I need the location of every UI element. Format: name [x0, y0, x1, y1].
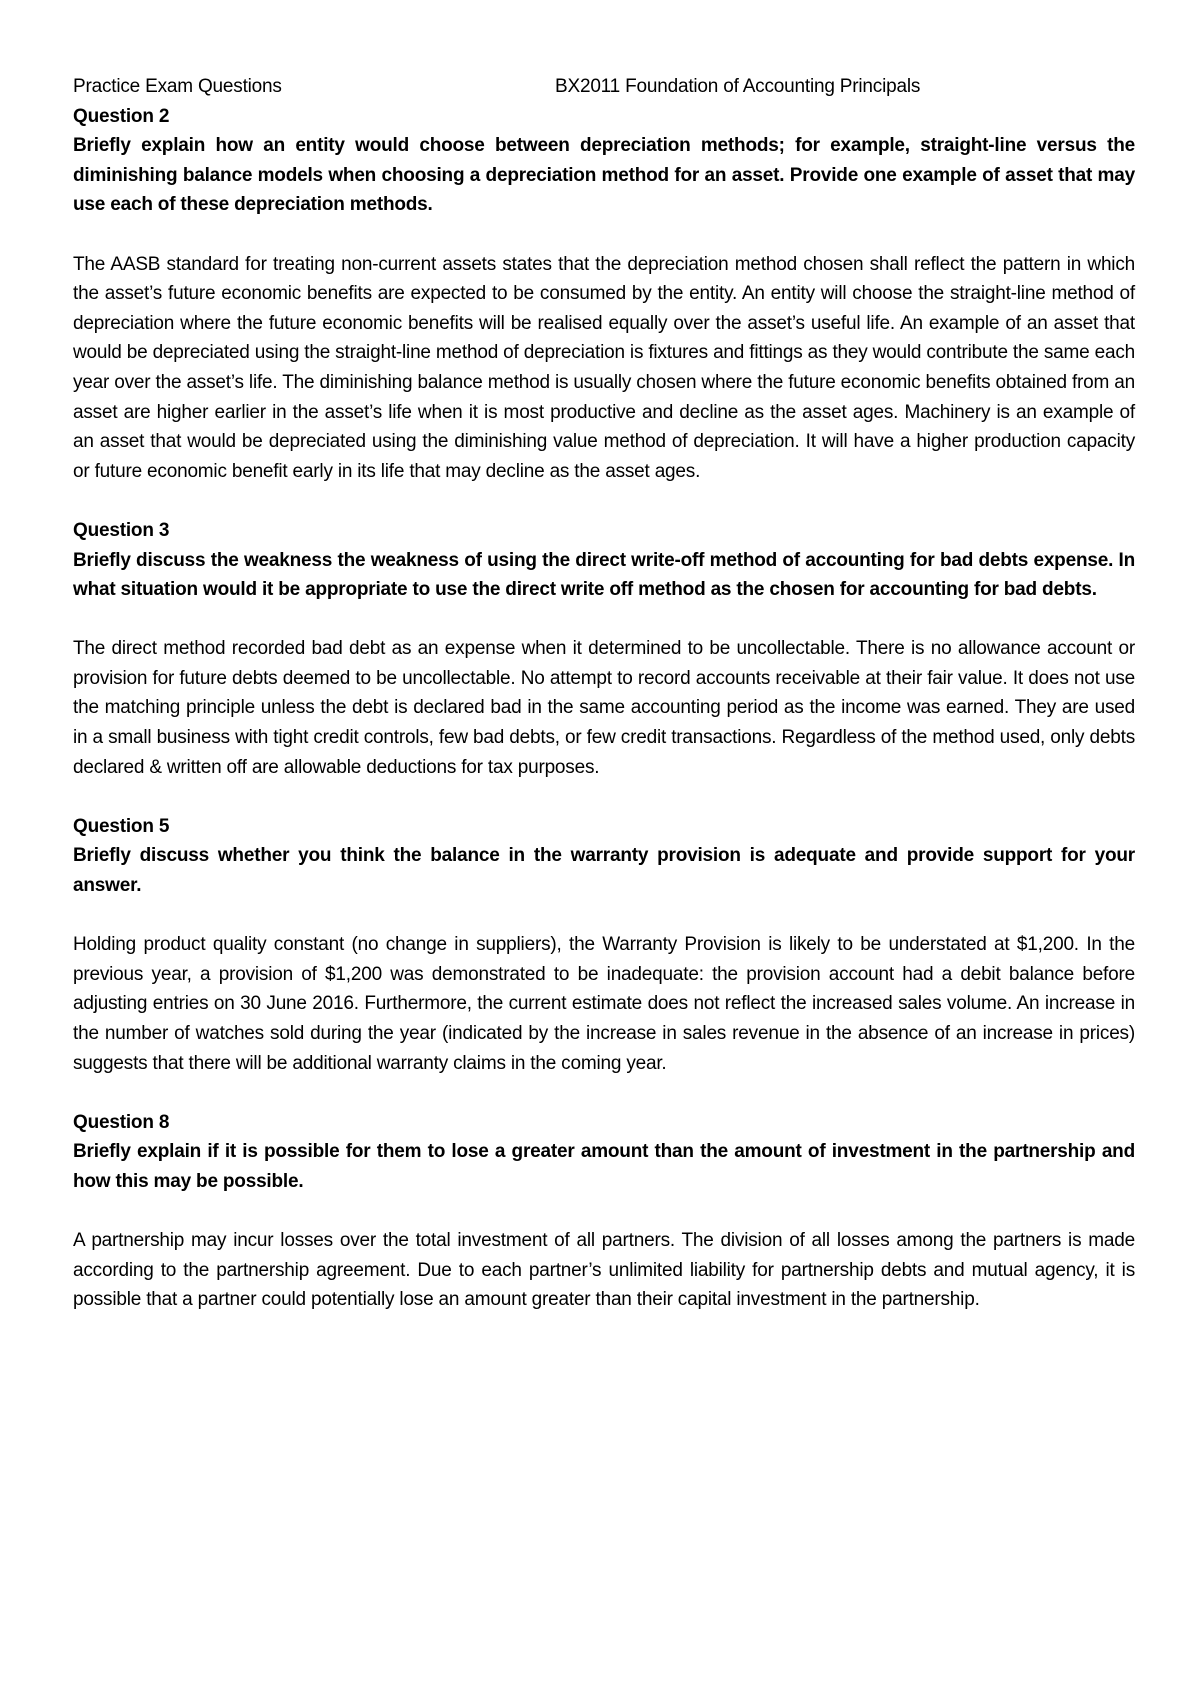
question-8 — [73, 1108, 1135, 1315]
question-answer: Holding product quality constant (no change in suppliers), the Warranty Provision is likely to be understated at $1,200. In the previous year, a provision of $1,200 was demonstrated to be inadequate: the provision account had a debit balance before adjusting entries on 30 June 2016. Furthermore, the current estimate does not reflect the increased sales volume. An increase in the number of watches sold during the year (indicated by the increase in sales revenue in the absence of an increase in prices) suggests that there will be additional warranty claims in the coming year. — [73, 934, 1135, 1074]
question-label: Question 2 — [73, 105, 170, 127]
question-answer: The AASB standard for treating non-current assets states that the depreciation method chosen shall reflect the pattern in which the asset’s future economic benefits are expected to be consumed by the entity. An entity will choose the straight-line method of depreciation where the future economic benefits will be realised equally over the asset’s useful life. An example of an asset that would be depreciated using the straight-line method of depreciation is fixtures and fittings as they would contribute the same each year over the asset’s life. The diminishing balance method is usually chosen where the future economic benefits obtained from an asset are higher earlier in the asset’s life when it is most productive and decline as the asset ages. Machinery is an example of an asset that would be depreciated using the diminishing value method of depreciation. It will have a higher production capacity or future economic benefit early in its life that may decline as the asset ages. — [73, 253, 1135, 482]
question-prompt: Briefly explain if it is possible for them to lose a greater amount than the amount of investment in the partnership and how this may be possible. — [73, 1141, 1135, 1192]
page-header — [73, 72, 1135, 102]
header-left: Practice Exam Questions — [73, 76, 282, 97]
question-label: Question 5 — [73, 815, 170, 837]
question-2 — [73, 102, 1135, 487]
question-answer: A partnership may incur losses over the total investment of all partners. The division of all losses among the partners is made according to the partnership agreement. Due to each partner’s unlimited liability for partnership debts and mutual agency, it is possible that a partner could potentially lose an amount greater than their capital investment in the partnership. — [73, 1230, 1135, 1311]
document-page — [73, 72, 1135, 1315]
question-label: Question 8 — [73, 1111, 170, 1133]
question-5 — [73, 812, 1135, 1078]
header-right: BX2011 Foundation of Accounting Principals — [555, 76, 921, 97]
question-3 — [73, 516, 1135, 782]
question-answer: The direct method recorded bad debt as an expense when it determined to be uncollectable. There is no allowance account or provision for future debts deemed to be uncollectable. No attempt to record accounts receivable at their fair value. It does not use the matching principle unless the debt is declared bad in the same accounting period as the income was earned. They are used in a small business with tight credit controls, few bad debts, or few credit transactions. Regardless of the method used, only debts declared & written off are allowable deductions for tax purposes. — [73, 638, 1135, 778]
question-prompt: Briefly discuss the weakness the weakness of using the direct write-off method of accounting for bad debts expense. In what situation would it be appropriate to use the direct write off method as the chosen for accounting for bad debts. — [73, 549, 1135, 601]
question-label: Question 3 — [73, 519, 170, 541]
question-prompt: Briefly explain how an entity would choose between depreciation methods; for example, straight-line versus the diminishing balance models when choosing a depreciation method for an asset. Provide one example of asset that may use each of these depreciation methods. — [73, 135, 1135, 216]
question-prompt: Briefly discuss whether you think the balance in the warranty provision is adequate and provide support for your answer. — [73, 845, 1135, 897]
